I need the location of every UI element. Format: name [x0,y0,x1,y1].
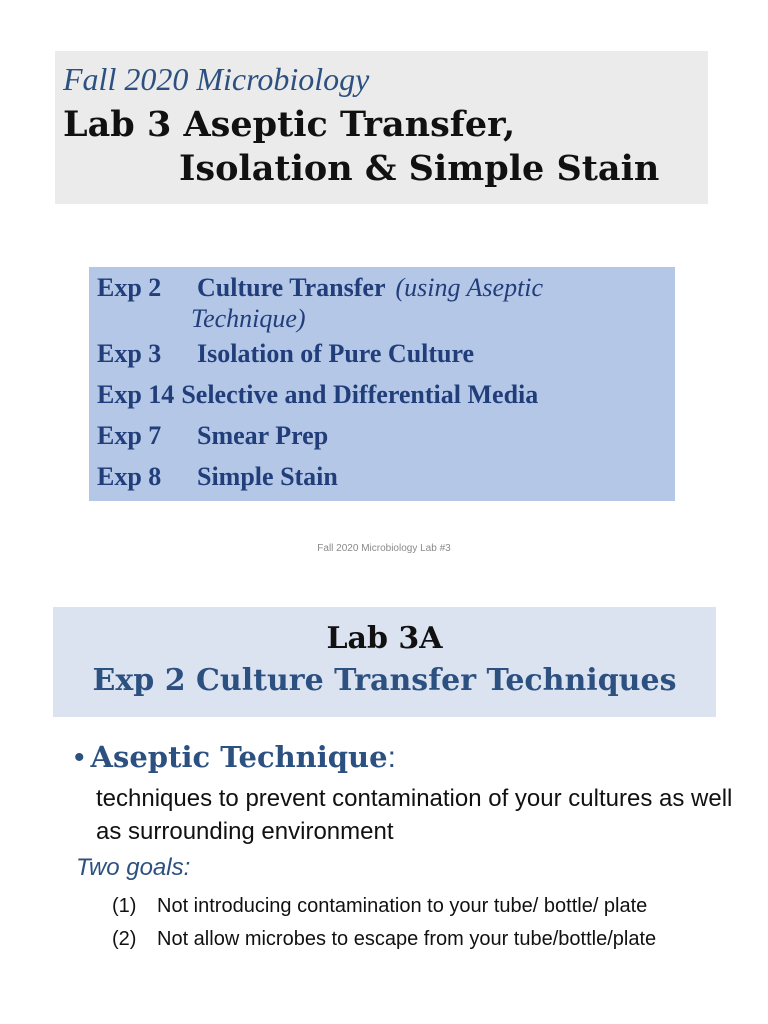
experiments-box [89,267,675,501]
experiment-number: Exp 14 [97,380,175,409]
lab-header-title: Lab 3A [326,621,443,656]
experiment-item [97,456,543,497]
goal-number: (1) [112,895,137,917]
goal-number: (2) [112,928,137,950]
bullet-colon: : [387,741,396,774]
experiment-title: Isolation of Pure Culture [197,339,475,368]
lab-title-line1: Lab 3 Aseptic Transfer, [63,104,516,145]
experiment-item [97,333,543,374]
experiment-number: Exp 2 [97,273,162,302]
experiment-item [97,374,543,415]
experiment-number: Exp 8 [97,462,162,491]
goal-item [112,926,722,953]
slide-footer: Fall 2020 Microbiology Lab #3 [317,543,451,554]
lab-header-box [53,607,716,717]
experiment-item [97,415,543,456]
experiment-title: Simple Stain [197,462,338,491]
bullet-term: Aseptic Technique [90,740,388,774]
experiments-list [97,271,543,497]
lab-header-subtitle: Exp 2 Culture Transfer Techniques [92,663,677,698]
bullet-heading [74,740,396,775]
experiment-title: Smear Prep [197,421,329,450]
lab-title-line2: Isolation & Simple Stain [179,148,660,189]
experiment-number: Exp 7 [97,421,162,450]
experiment-item [97,271,543,333]
goal-item [112,893,722,920]
definition-text: techniques to prevent contamination of your cultures as well as surrounding environment [96,785,733,845]
goals-title: Two goals: [76,854,191,881]
course-subtitle: Fall 2020 Microbiology [63,61,370,97]
experiment-note-continued: Technique) [191,304,306,333]
lab-title [63,103,659,191]
experiment-number: Exp 3 [97,339,162,368]
experiment-note: (using Aseptic [395,273,544,302]
experiment-title: Culture Transfer [197,273,386,302]
experiment-title: Selective and Differential Media [181,380,539,409]
goals-list [112,893,722,959]
goal-text: Not allow microbes to escape from your tube/bottle/plate [157,928,657,950]
title-box [55,51,708,204]
bullet-icon: • [74,741,85,774]
goal-text: Not introducing contamination to your tube/ bottle/ plate [157,895,648,917]
